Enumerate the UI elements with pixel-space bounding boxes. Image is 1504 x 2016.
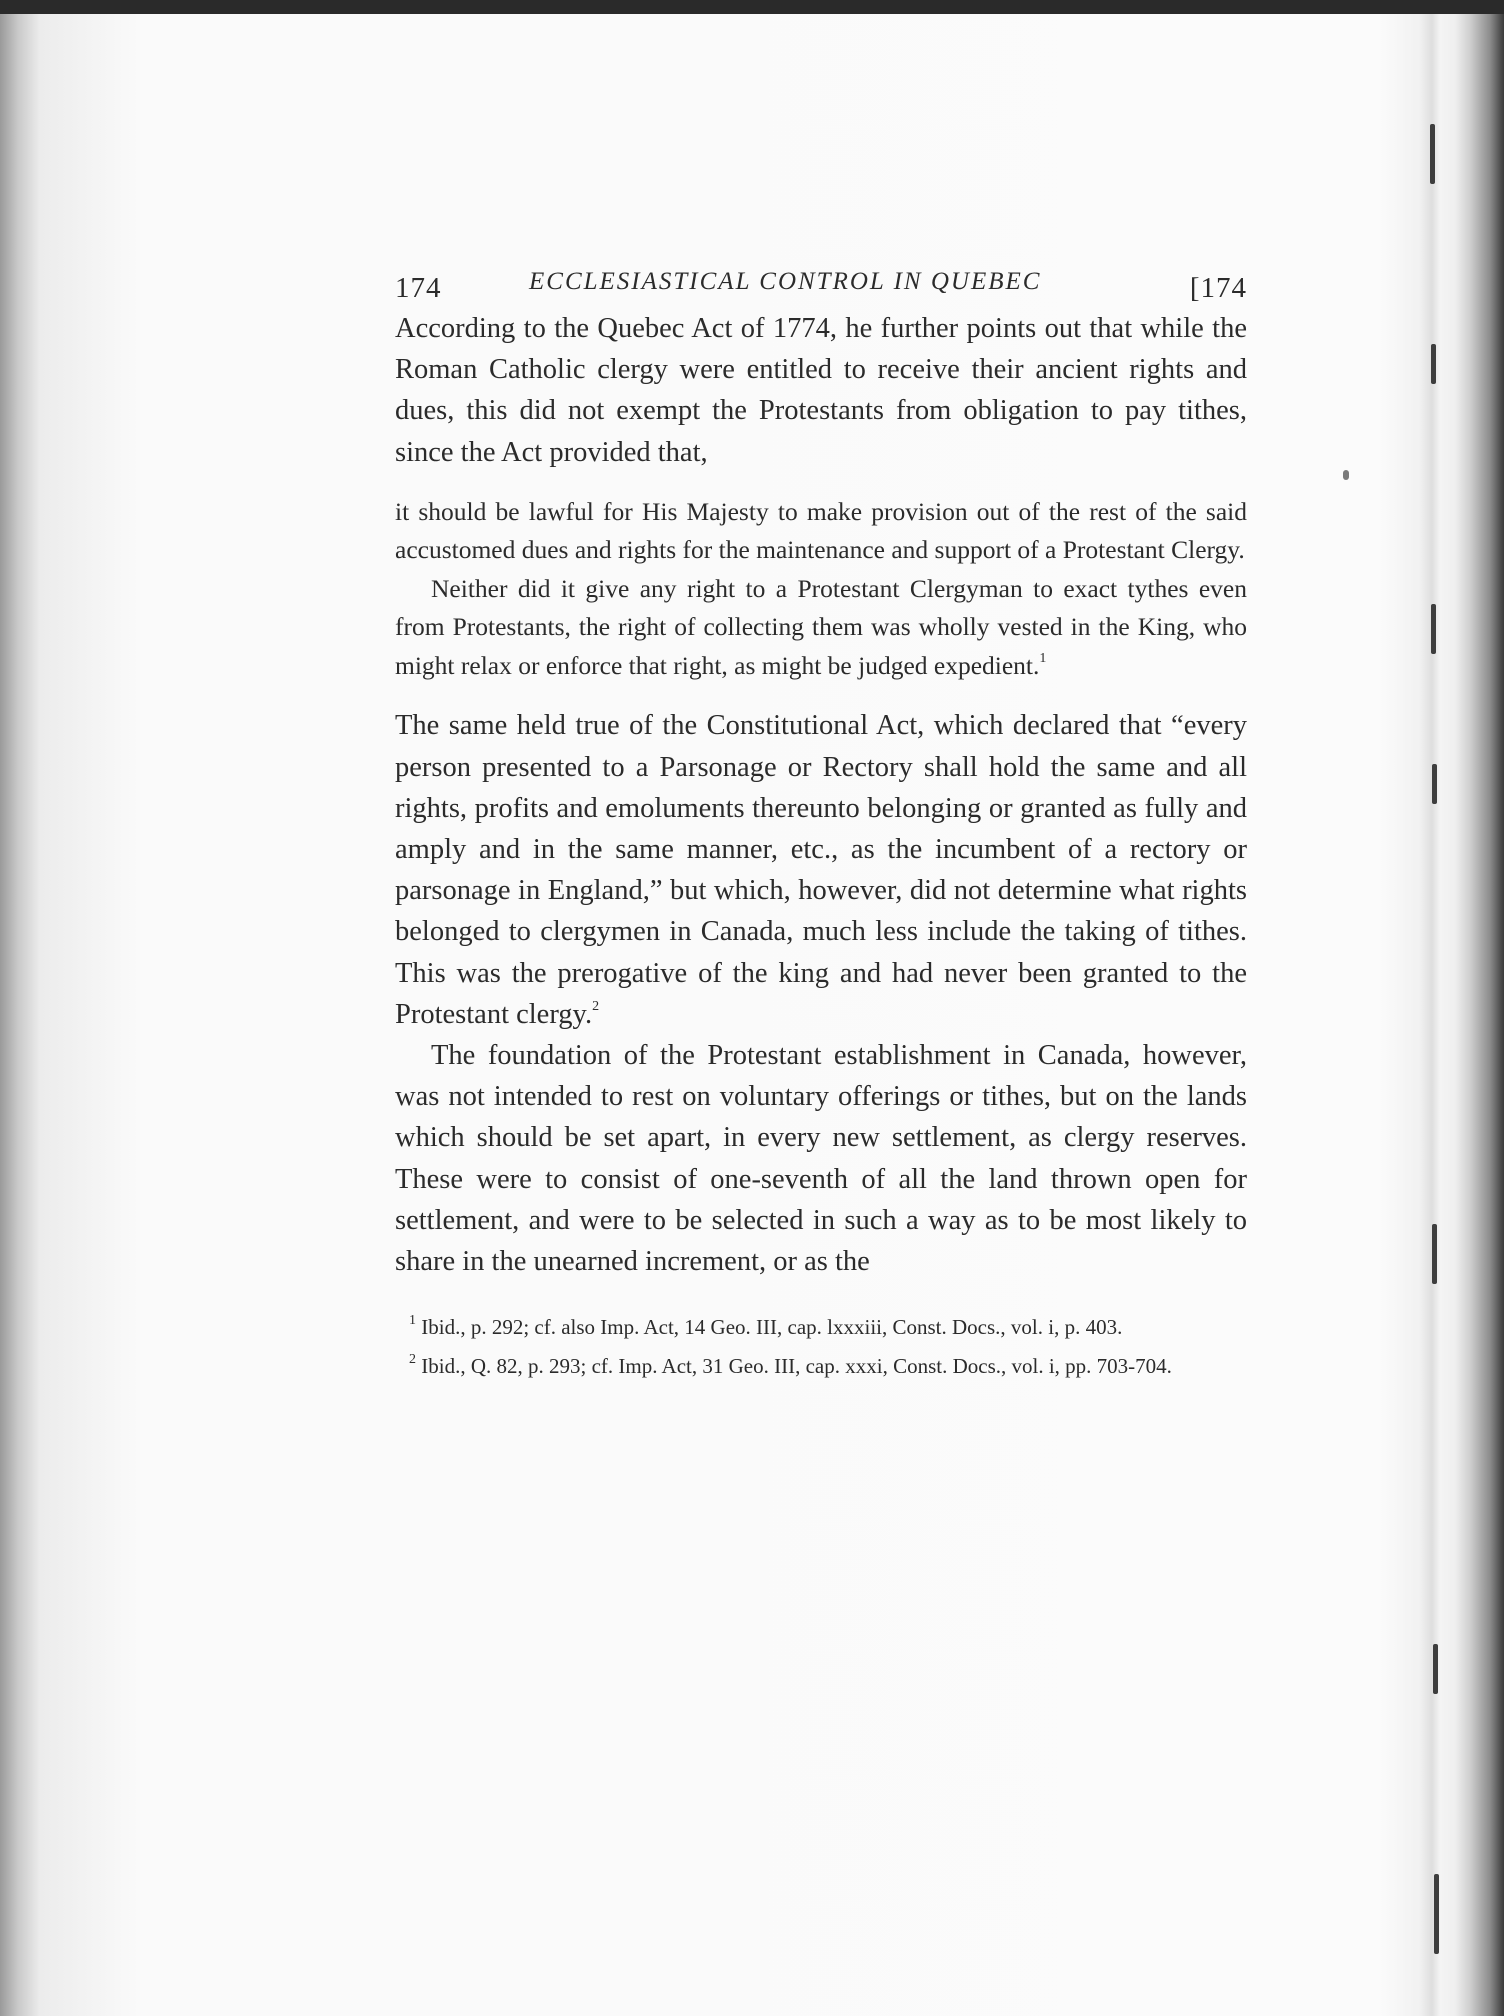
binding-stitch xyxy=(1434,1874,1439,1954)
page-number: 174 xyxy=(395,272,442,304)
paragraph-clergy-reserves: The foundation of the Protestant establishment in Canada, however, was not intended to rest on voluntary offerings or tithes, but on the lands which should be set apart, in every new settlement, as clergy reserves. These were to consist of one-seventh of all the land thrown open for settlement, and were to be selected in such a way as to be most likely to share in the unearned increment, or as the xyxy=(395,1039,1247,1277)
page-number-bracketed: [174 xyxy=(1189,272,1247,304)
footnote-ref: 2 xyxy=(592,999,600,1015)
binding-stitch xyxy=(1432,1224,1437,1284)
running-title: ECCLESIASTICAL CONTROL IN QUEBEC xyxy=(529,268,1042,295)
footnote-mark: 1 xyxy=(409,1313,416,1329)
footnote-text: Ibid., Q. 82, p. 293; cf. Imp. Act, 31 Geo. III, cap. xxxi, Const. Docs., vol. i, pp. 703-704. xyxy=(421,1353,1172,1378)
binding-stitch xyxy=(1430,124,1435,184)
block-quote-text: Neither did it give any right to a Protestant Clergyman to exact tythes even from Protestants, the right of collecting them was wholly vested in the King, who might relax or enforce that right, as might be judged expedient. xyxy=(395,573,1247,680)
binding-stitch xyxy=(1431,344,1436,384)
footnotes xyxy=(395,1312,1247,1382)
paragraph-quebec-act: According to the Quebec Act of 1774, he further points out that while the Roman Catholic clergy were entitled to receive their ancient rights and dues, this did not exempt the Protestants from obligation to pay tithes, since the Act provided that, xyxy=(395,313,1247,468)
block-quote: it should be lawful for His Majesty to make provision out of the rest of the said accustomed dues and rights for the maintenance and support of a Protestant Clergy. xyxy=(395,496,1247,565)
footnote xyxy=(395,1351,1247,1383)
block-quote-continued xyxy=(395,570,1247,686)
paragraph-text: The same held true of the Constitutional Act, which declared that “every person presented to a Parsonage or Rectory shall hold the same and all rights, profits and emoluments thereunto belonging or granted as fully and amply and in the same manner, etc., as the incumbent of a rectory or parsonage in England,” but which, however, did not determine what rights belonged to clergymen in Canada, much less include the taking of tithes. This was the prerogative of the king and had never been granted to the Protestant clergy. xyxy=(395,710,1247,1030)
paper-speck xyxy=(1343,470,1349,480)
binding-stitch xyxy=(1433,1644,1438,1694)
book-page xyxy=(395,258,1247,1382)
footnote xyxy=(395,1312,1247,1344)
footnote-ref: 1 xyxy=(1039,651,1047,667)
footnote-text: Ibid., p. 292; cf. also Imp. Act, 14 Geo. III, cap. lxxxiii, Const. Docs., vol. i, p. 403. xyxy=(421,1315,1123,1340)
footnote-mark: 2 xyxy=(409,1351,416,1367)
binding-stitch xyxy=(1431,604,1436,654)
running-header xyxy=(395,258,1247,308)
binding-stitch xyxy=(1432,764,1437,804)
paragraph-constitutional-act xyxy=(395,705,1247,1035)
